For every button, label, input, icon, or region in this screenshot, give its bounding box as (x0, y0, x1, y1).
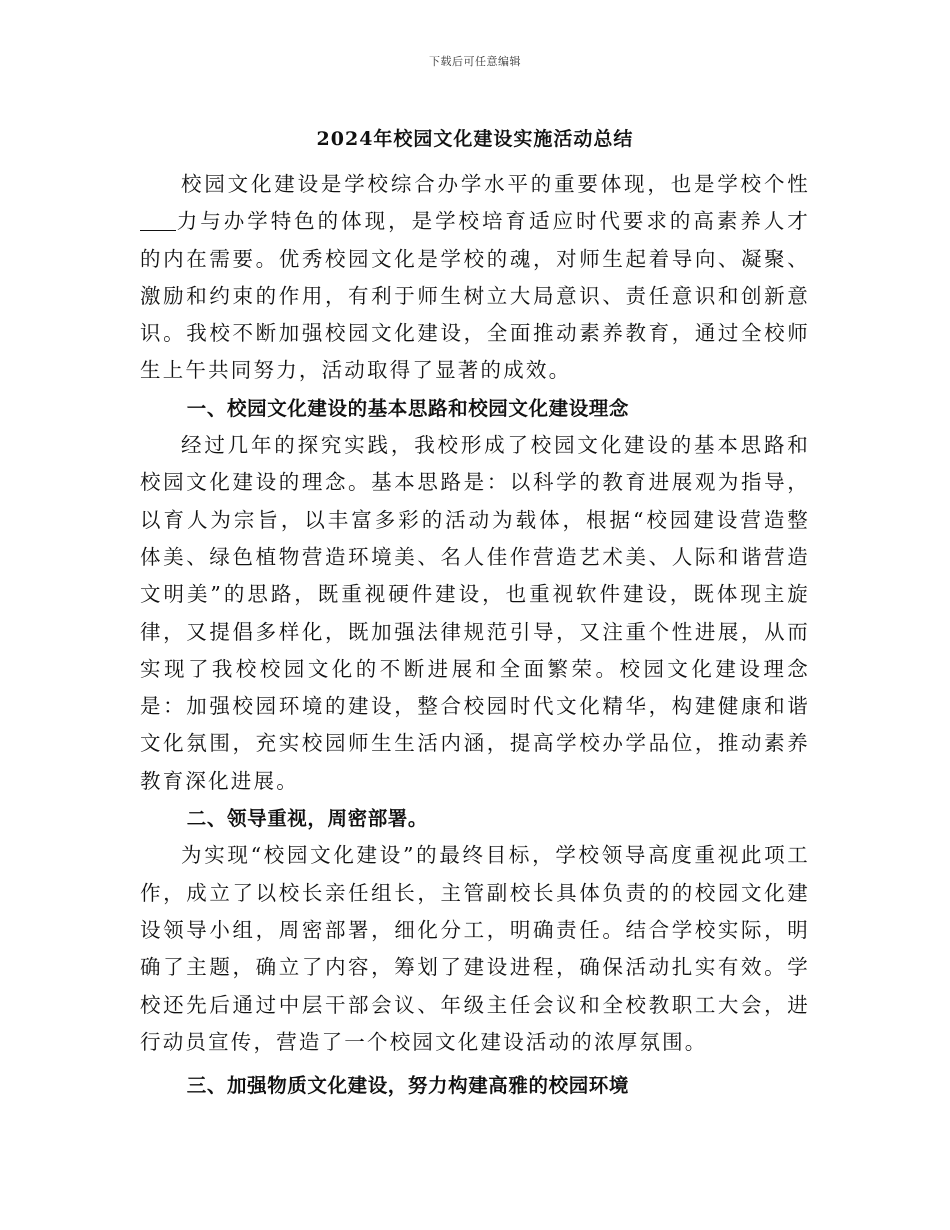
fill-in-blank (140, 210, 176, 232)
section-2-heading: 二、领导重视，周密部署。 (186, 807, 428, 831)
intro-text-part2: 力与办学特色的体现，是学校培育适应时代要求的高素养人才的内在需要。优秀校园文化是学校的魂，对师生起着导向、凝聚、激励和约束的作用，有利于师生树立大局意识、责任意识和创新意识。我校不断加强校园文化建设，全面推动素养教育，通过全校师生上午共同努力，活动取得了显著的成效。 (140, 209, 810, 383)
intro-text-part1: 校园文化建设是学校综合办学水平的重要体现，也是学校个性 (181, 172, 810, 196)
intro-paragraph (140, 166, 810, 390)
section-1-heading: 一、校园文化建设的基本思路和校园文化建设理念 (186, 396, 629, 420)
document-body (140, 166, 810, 1104)
section-2-paragraph: 为实现“校园文化建设”的最终目标，学校领导高度重视此项工作，成立了以校长亲任组长，主管副校长具体负责的的校园文化建设领导小组，周密部署，细化分工，明确责任。结合学校实际，明确了主题，确立了内容，筹划了建设进程，确保活动扎实有效。学校还先后通过中层干部会议、年级主任会议和全校教职工大会，进行动员宣传，营造了一个校园文化建设活动的浓厚氛围。 (140, 843, 810, 1054)
section-1-paragraph: 经过几年的探究实践，我校形成了校园文化建设的基本思路和校园文化建设的理念。基本思路是：以科学的教育进展观为指导，以育人为宗旨，以丰富多彩的活动为载体，根据“校园建设营造整体美、绿色植物营造环境美、名人佳作营造艺术美、人际和谐营造文明美”的思路，既重视硬件建设，也重视软件建设，既体现主旋律，又提倡多样化，既加强法律规范引导，又注重个性进展，从而实现了我校校园文化的不断进展和全面繁荣。校园文化建设理念是：加强校园环境的建设，整合校园时代文化精华，构建健康和谐文化氛围，充实校园师生生活内涵，提高学校办学品位，推动素养教育深化进展。 (140, 433, 810, 793)
document-title: 2024年校园文化建设实施活动总结 (316, 128, 634, 150)
section-3-heading: 三、加强物质文化建设，努力构建高雅的校园环境 (186, 1074, 629, 1098)
header-note: 下载后可任意编辑 (429, 55, 521, 68)
